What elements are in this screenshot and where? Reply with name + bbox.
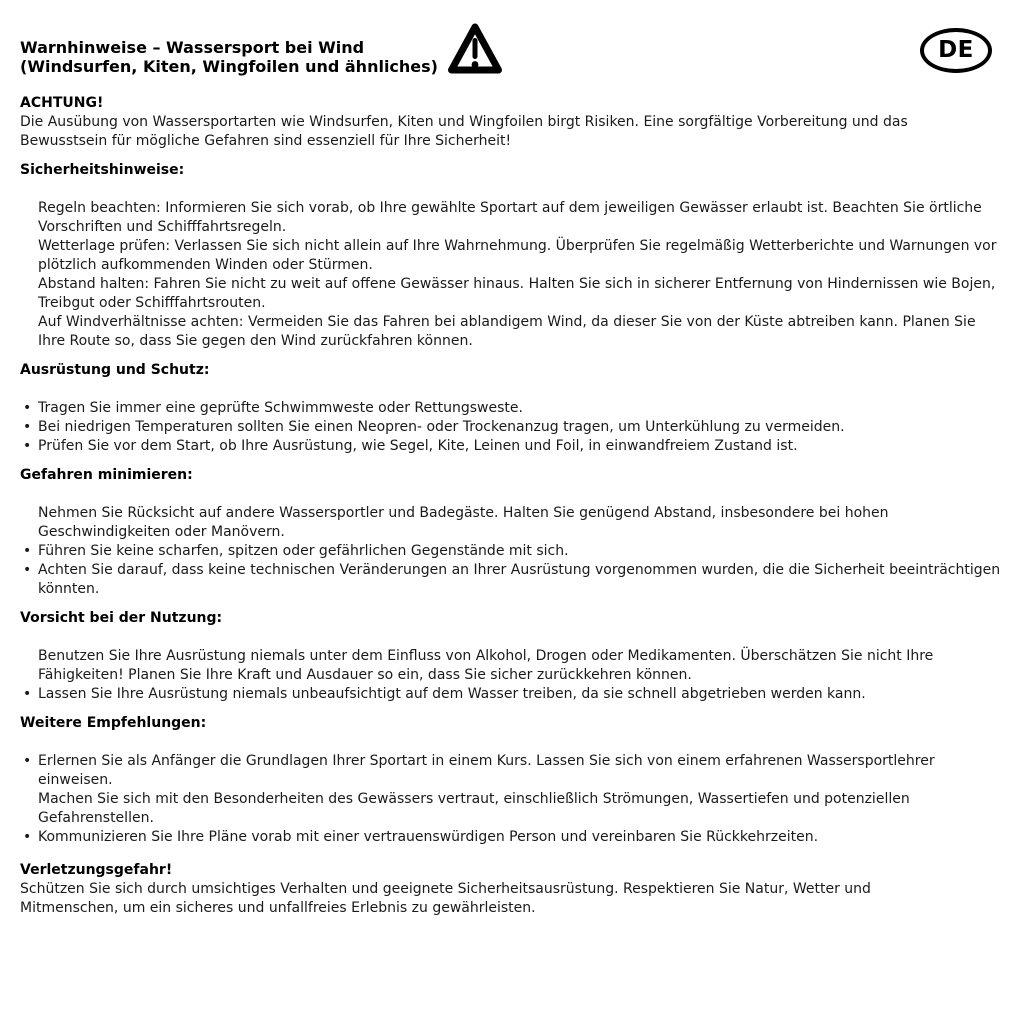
section-gefahren-minimieren	[20, 466, 1002, 599]
bullet-icon: •	[23, 829, 32, 845]
list-item	[20, 399, 1002, 418]
list-item-text: Führen Sie keine scharfen, spitzen oder gefährlichen Gegenstände mit sich.	[38, 543, 569, 559]
list-item	[20, 752, 1002, 790]
list-item	[20, 275, 1002, 313]
section-body: Die Ausübung von Wassersportarten wie Windsurfen, Kiten und Wingfoilen birgt Risiken. Eine sorgfältige Vorbereitung und das Bewusstsein für mögliche Gefahren sind essenziell für Ihre Sicherheit!	[20, 114, 908, 149]
list-item	[20, 685, 1002, 704]
section-sicherheitshinweise	[20, 161, 1002, 351]
section-heading: Gefahren minimieren:	[20, 467, 193, 483]
section-heading: Vorsicht bei der Nutzung:	[20, 610, 223, 626]
list-item	[20, 199, 1002, 237]
section-heading: Weitere Empfehlungen:	[20, 715, 207, 731]
bullet-icon: •	[23, 543, 32, 559]
list-item-text: Tragen Sie immer eine geprüfte Schwimmweste oder Rettungsweste.	[38, 400, 523, 416]
item-list	[20, 752, 1002, 847]
bullet-icon: •	[23, 562, 32, 578]
list-item	[20, 237, 1002, 275]
list-item	[20, 647, 1002, 685]
list-item-text: Abstand halten: Fahren Sie nicht zu weit auf offene Gewässer hinaus. Halten Sie sich in sicherer Entfernung von Hindernissen wie Bojen, Treibgut oder Schifffahrtsrouten.	[38, 276, 996, 311]
list-item-text: Lassen Sie Ihre Ausrüstung niemals unbeaufsichtigt auf dem Wasser treiben, da sie schnell abgetrieben werden kann.	[38, 686, 866, 702]
bullet-icon: •	[23, 438, 32, 454]
item-list	[20, 399, 1002, 456]
language-badge-label: DE	[938, 37, 974, 63]
list-item-text: Nehmen Sie Rücksicht auf andere Wassersportler und Badegäste. Halten Sie genügend Abstand, insbesondere bei hohen Geschwindigkeiten oder Manövern.	[38, 505, 889, 540]
list-item-text: Auf Windverhältnisse achten: Vermeiden Sie das Fahren bei ablandigem Wind, da dieser Sie von der Küste abtreiben kann. Planen Sie Ihre Route so, dass Sie gegen den Wind zurückfahren können.	[38, 314, 976, 349]
section-ausruestung-und-schutz	[20, 361, 1002, 456]
list-item	[20, 790, 1002, 828]
section-weitere-empfehlungen	[20, 714, 1002, 847]
item-list	[20, 199, 1002, 351]
section-heading: Ausrüstung und Schutz:	[20, 362, 210, 378]
bullet-icon: •	[23, 686, 32, 702]
document-header	[20, 20, 1002, 78]
section-heading: Sicherheitshinweise:	[20, 162, 185, 178]
list-item	[20, 437, 1002, 456]
title-line-2: (Windsurfen, Kiten, Wingfoilen und ähnliches)	[20, 56, 438, 76]
bullet-icon: •	[23, 419, 32, 435]
list-item	[20, 542, 1002, 561]
list-item-text: Bei niedrigen Temperaturen sollten Sie einen Neopren- oder Trockenanzug tragen, um Unterkühlung zu vermeiden.	[38, 419, 845, 435]
section-body: Schützen Sie sich durch umsichtiges Verhalten und geeignete Sicherheitsausrüstung. Respektieren Sie Natur, Wetter und Mitmenschen, um ein sicheres und unfallfreies Erlebnis zu gewährleisten.	[20, 881, 871, 916]
document-title	[20, 20, 438, 76]
list-item	[20, 504, 1002, 542]
bullet-icon: •	[23, 400, 32, 416]
section-heading: ACHTUNG!	[20, 95, 104, 111]
section-vorsicht-bei-der-nutzung	[20, 609, 1002, 704]
list-item-text: Achten Sie darauf, dass keine technischen Veränderungen an Ihrer Ausrüstung vorgenommen wurden, die die Sicherheit beeinträchtigen könnten.	[38, 562, 1001, 597]
warning-triangle-icon	[445, 21, 505, 79]
language-badge	[920, 28, 992, 73]
section-achtung	[20, 94, 1002, 151]
item-list	[20, 647, 1002, 704]
list-item	[20, 418, 1002, 437]
title-line-1: Warnhinweise – Wassersport bei Wind	[20, 38, 365, 57]
section-heading: Verletzungsgefahr!	[20, 862, 173, 878]
bullet-icon: •	[23, 753, 32, 769]
list-item	[20, 828, 1002, 847]
section-verletzungsgefahr	[20, 861, 1002, 918]
language-badge-wrap	[920, 28, 992, 73]
list-item-text: Regeln beachten: Informieren Sie sich vorab, ob Ihre gewählte Sportart auf dem jeweiligen Gewässer erlaubt ist. Beachten Sie örtliche Vorschriften und Schifffahrtsregeln.	[38, 200, 982, 235]
item-list	[20, 504, 1002, 599]
list-item-text: Kommunizieren Sie Ihre Pläne vorab mit einer vertrauenswürdigen Person und vereinbaren Sie Rückkehrzeiten.	[38, 829, 819, 845]
list-item-text: Erlernen Sie als Anfänger die Grundlagen Ihrer Sportart in einem Kurs. Lassen Sie sich von einem erfahrenen Wassersportlehrer einweisen.	[38, 753, 935, 788]
list-item-text: Prüfen Sie vor dem Start, ob Ihre Ausrüstung, wie Segel, Kite, Leinen und Foil, in einwandfreiem Zustand ist.	[38, 438, 798, 454]
list-item-text: Machen Sie sich mit den Besonderheiten des Gewässers vertraut, einschließlich Strömungen, Wassertiefen und potenziellen Gefahrenstellen.	[38, 791, 910, 826]
list-item-text: Wetterlage prüfen: Verlassen Sie sich nicht allein auf Ihre Wahrnehmung. Überprüfen Sie regelmäßig Wetterberichte und Warnungen vor plötzlich aufkommenden Winden oder Stürmen.	[38, 238, 997, 273]
list-item	[20, 561, 1002, 599]
list-item	[20, 313, 1002, 351]
list-item-text: Benutzen Sie Ihre Ausrüstung niemals unter dem Einfluss von Alkohol, Drogen oder Medikamenten. Überschätzen Sie nicht Ihre Fähigkeiten! Planen Sie Ihre Kraft und Ausdauer so ein, dass Sie sicher zurückkehren können.	[38, 648, 934, 683]
